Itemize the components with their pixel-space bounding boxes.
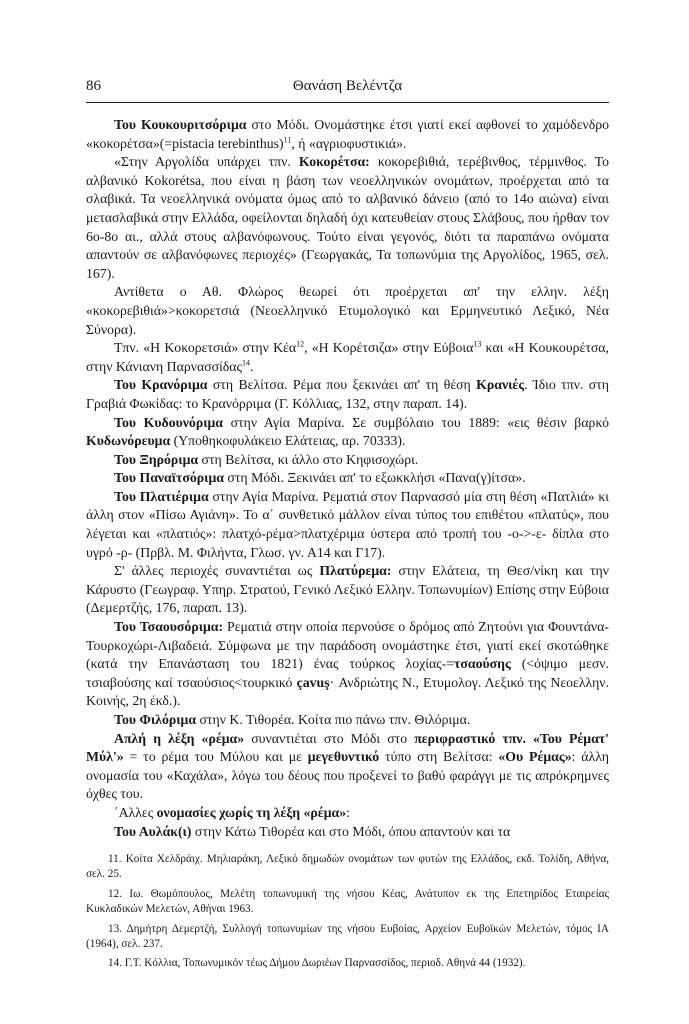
paragraph-text: .: [249, 358, 254, 374]
paragraph-text: . Ίδιο τπν. στη Γραβιά Φωκίδας: το Κρανόρριμα (Γ. Κόλλιας, 132, στην παραπ. 14).: [86, 377, 609, 411]
paragraph-tsaousorima: [86, 618, 609, 711]
main-text: [86, 116, 609, 841]
header-rule: [86, 102, 609, 103]
paragraph-text: στην Ελάτεια, τη Θεσ/νίκη και την Κάρυστο (Γεωγραφ. Υπηρ. Στρατού, Γενικό Λεξικό Ελλην. Τοπωνυμίων) Επίσης στην Εύβοια (Δεμερτζής, 176, παραπ. 13).: [86, 563, 609, 616]
paragraph-text: στην Κάτω Τιθορέα και στο Μόδι, όπου απαντούν και τα: [191, 823, 511, 839]
paragraph-koukouritsorima: [86, 116, 609, 153]
paragraph-text: στην Αγία Μαρίνα. Ρεματιά στον Παρνασσό μία στη θέση «Πατλιά» κι άλλη στον «Πίσω Αγιάνη». Το α΄ συνθετικό μάλλον είναι τύπος του επιθέτου «πλατύς», που λέγεται και «πλατιός»: πλατχό-ρέμα>πλατχέριμα ύστερα από τροπή του -ο->-ε- δίπλα στο υγρό -ρ- (Πρβλ. Μ. Φιλήντα, Γλωσ. γν. Α14 και Γ17).: [86, 488, 610, 560]
paragraph-platyrema: [86, 562, 609, 618]
toponym-term: Του Φιλόριμα: [114, 712, 197, 727]
paragraph-xirorima: [86, 451, 609, 470]
toponym-term: çavuş: [296, 674, 330, 690]
footnote-ref: 13: [473, 339, 482, 349]
paragraph-avlaki: [86, 823, 609, 842]
footnote-ref: 14: [241, 358, 250, 368]
paragraph-text: στη Βελίτσα. Ρέμα που ξεκινάει απ' τη θέση: [207, 377, 477, 393]
toponym-term: Πλατύρεμα:: [319, 563, 392, 579]
toponym-term: Του Κυδουνόριμα: [114, 414, 223, 430]
paragraph-text: Σ' άλλες περιοχές συναντιέται ως: [114, 563, 320, 579]
footnote-ref: 12: [296, 339, 305, 349]
paragraph-platierima: [86, 488, 609, 562]
paragraph-text: στην Αγία Μαρίνα. Σε συμβόλαιο του 1889: «εις θέσιν βαρκό: [223, 414, 609, 430]
paragraph-kydounorima: [86, 414, 609, 451]
paragraph-text: · Ανδριώτης Ν., Ετυμολογ. Λεξικό της Νεοελλην. Κοινής, 2η έκδ.).: [86, 674, 609, 709]
toponym-term: Κυδωνόρευμα: [86, 433, 171, 449]
paragraph-text: και «Η Κουκουρέτσα, στην Κάνιανη Παρνασσίδας: [86, 340, 609, 374]
toponym-term: Κρανιές: [476, 377, 525, 393]
toponym-term: Του Ξηρόριμα: [114, 451, 199, 467]
paragraph-text: : άλλη ονομασία του «Καχάλα», λόγω του δέους που προξενεί το βαθύ φαράγγι με τις απρόκρημνες όχθες του.: [86, 749, 609, 802]
running-title: Θανάση Βελέντζα: [292, 78, 403, 94]
paragraph-text: :: [346, 804, 350, 820]
paragraph-text: = το ρέμα του Μύλου και με: [123, 749, 308, 765]
paragraph-other-names: [86, 804, 609, 823]
toponym-term: Του Τσαουσόριμα:: [114, 619, 224, 635]
footnotes: [86, 852, 609, 976]
paragraph-text: στην Κ. Τιθορέα. Κοίτα πιο πάνω τπν. Θιλόριμα.: [196, 712, 471, 727]
paragraph-panaitsorima: [86, 469, 609, 488]
toponym-term: τσαούσης: [454, 656, 511, 672]
paragraph-kranorima: [86, 376, 609, 413]
footnote-12: 12. Ιω. Θωμόπουλος, Μελέτη τοπωνυμική της νήσου Κέας, Ανάτυπον εκ της Επετηρίδος Εταιρείας Κυκλαδικών Μελετών, Αθήναι 1963.: [86, 887, 609, 916]
toponym-term: Του Παναϊτσόριμα: [114, 470, 224, 486]
toponym-term: Του Πλατιέριμα: [114, 488, 209, 504]
paragraph-text: Τπν. «Η Κοκορετσιά» στην Κέα: [114, 340, 297, 356]
footnote-11: 11. Κοίτα Χελδράιχ. Μηλιαράκη, Λεξικό δημωδών ονομάτων των φυτών της Ελλάδος, εκδ. Τολίδη, Αθήνα, σελ. 25.: [86, 853, 609, 881]
toponym-term: μεγεθυντικό: [307, 749, 380, 765]
page-number: 86: [86, 78, 101, 94]
paragraph-text: στο Μόδι. Ονομάστηκε έτσι γιατί εκεί αφθονεί το χαμόδενδρο «κοκορέτσα»(=pistacia terebinthus): [86, 117, 610, 151]
running-header: [86, 78, 609, 100]
paragraph-rema: [86, 730, 609, 804]
paragraph-floros: [86, 283, 609, 339]
toponym-term: Απλή η λέξη «ρέμα»: [114, 730, 245, 746]
paragraph-argolida-quote: [86, 153, 609, 283]
toponym-term: Του Κρανόριμα: [114, 377, 208, 393]
toponym-term: «Ου Ρέμας»: [498, 749, 572, 765]
paragraph-text: (<όψιμο μεσν. τσιαβούσης καί τσαούσιος<τουρκικό: [86, 656, 609, 690]
toponym-term: περιφραστικό τπν. «Του Ρέματ' Μύλ'»: [86, 730, 609, 765]
footnote-ref: 11: [283, 135, 292, 144]
paragraph-text: στη Μόδι. Ξεκινάει απ' το εξωκκλήσι «Πανα(γ)ίτσα».: [223, 470, 526, 486]
paragraph-text: τύπο στη Βελίτσα:: [379, 749, 499, 765]
paragraph-text: , «Η Κορέτσιζα» στην Εύβοια: [304, 340, 474, 356]
paragraph-kokoretsia: [86, 339, 609, 376]
paragraph-text: συναντιέται στο Μόδι στο: [244, 730, 415, 746]
paragraph-text: «Στην Αργολίδα υπάρχει τπν.: [114, 154, 299, 170]
paragraph-text: Αντίθετα ο Αθ. Φλώρος θεωρεί ότι προέρχεται απ' την ελλην. λέξη «κοκορεβιθιά»>κοκορετσιά (Νεοελληνικό Ετυμολογικό και Ερμηνευτικό Λεξικό, Νέα Σύνορα).: [86, 284, 609, 337]
paragraph-filorima: [86, 711, 609, 730]
toponym-term: Του Αυλάκ(ι): [114, 823, 192, 839]
footnote-13: 13. Δημήτρη Δεμερτζή, Συλλογή τοπωνυμίων της νήσου Ευβοίας, Αρχείον Ευβοϊκών Μελετών, τόμος ΙΑ (1964), σελ. 237.: [86, 922, 609, 951]
toponym-term: Του Κουκουριτσόριμα: [114, 117, 247, 132]
paragraph-text: Ρεματιά στην οποία περνούσε ο δρόμος από Ζητούνι για Φουντάνα-Τουρκοχώρι-Λιβαδειά. Σύμφωνα με την παράδοση ονομάστηκε έτσι, γιατί εκεί σκοτώθηκε (κατά την Επανάσταση του 1821) ένας τούρκος λοχίας-=: [86, 619, 609, 672]
toponym-term: ονομασίες χωρίς τη λέξη «ρέμα»: [156, 804, 347, 820]
paragraph-text: στη Βελίτσα, κι άλλο στο Κηφισοχώρι.: [198, 451, 419, 467]
paragraph-text: κοκορεβιθιά, τερέβινθος, τέρμινθος. Το αλβανικό Kokorétsa, που είναι η βάση των νεοελληνικών ονομάτων, προέρχεται από τα σλαβικά. Τα νεοελληνικά ονόματα όμως από το αλβανικό δάνειο (από το 14ο αιώνα) είναι μετασλαβικά στην Ελλάδα, οφείλονται δηλαδή όχι κατευθείαν στους Σλάβους, που ήρθαν τον 6ο-8ο αι., αλλά στους αλβανόφωνους. Τούτο είναι γεγονός, διότι τα παραπάνω ονόματα απαντούν σε αλβανόφωνες περιοχές» (Γεωργακάς, Τα τοπωνύμια της Αργολίδος, 1965, σελ. 167).: [86, 154, 609, 281]
paragraph-text: ΄Αλλες: [114, 804, 157, 820]
paragraph-text: , ή «αγριοφυστικιά».: [291, 135, 407, 151]
toponym-term: Κοκορέτσα:: [298, 154, 370, 170]
footnote-14: 14. Γ.Τ. Κόλλια, Τοπωνυμικόν τέως Δήμου Δωριέων Παρνασσίδος, περιοδ. Αθηνά 44 (1932).: [108, 957, 526, 970]
paragraph-text: (Υποθηκοφυλάκειο Ελάτειας, αρ. 70333).: [170, 433, 406, 449]
